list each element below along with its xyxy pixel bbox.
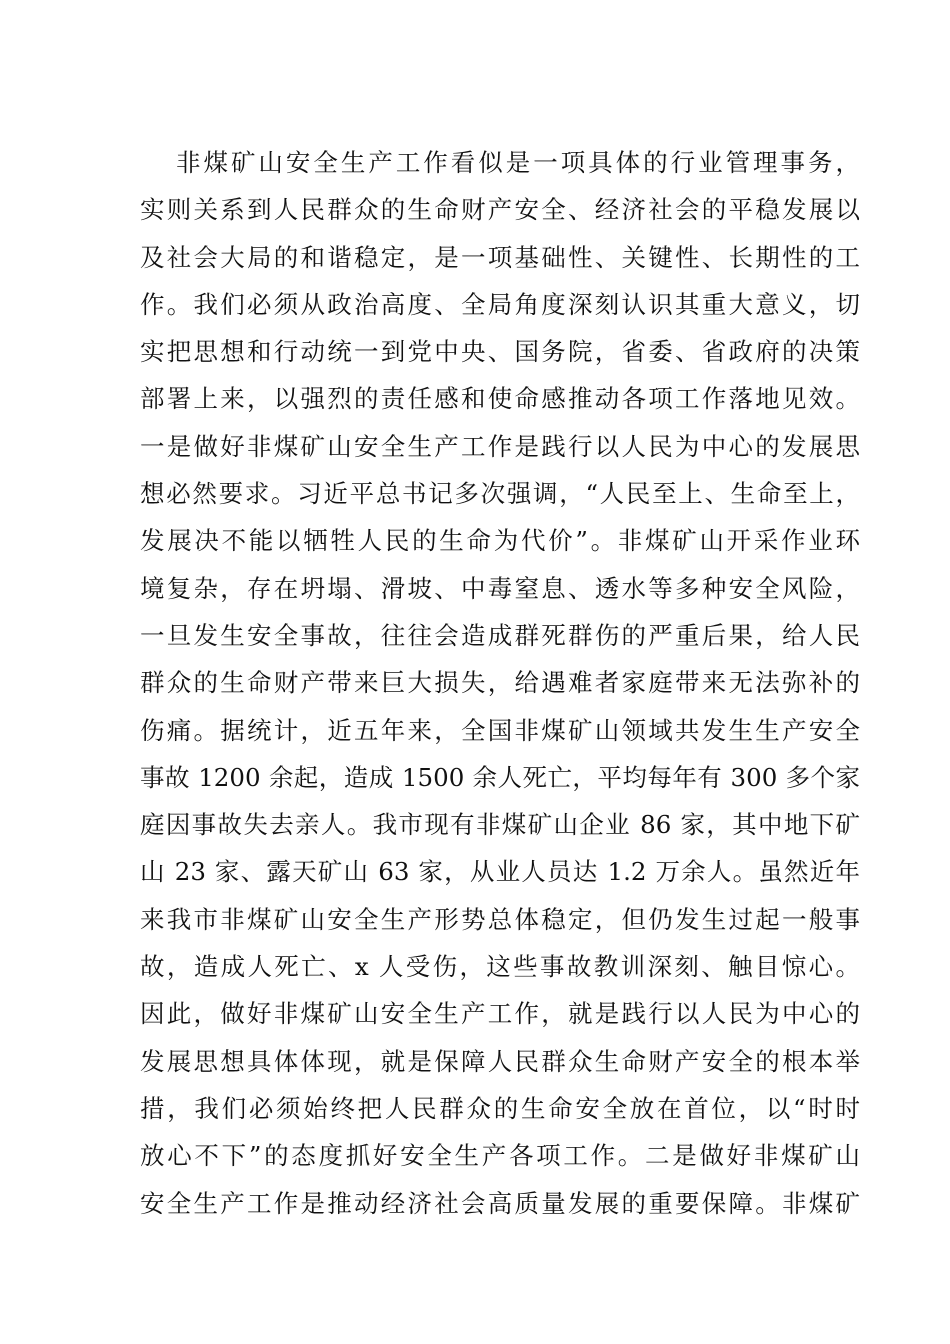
text-line: 安全生产工作是推动经济社会高质量发展的重要保障。非煤矿: [140, 1188, 860, 1218]
text-line: 实则关系到人民群众的生命财产安全、经济社会的平稳发展以: [140, 195, 860, 225]
text-line: 事故 1200 余起，造成 1500 余人死亡，平均每年有 300 多个家: [140, 762, 860, 792]
text-line: 发展决不能以牺牲人民的生命为代价”。非煤矿山开采作业环: [140, 526, 860, 556]
text-line: 发展思想具体体现，就是保障人民群众生命财产安全的根本举: [140, 1046, 860, 1076]
text-line: 境复杂，存在坍塌、滑坡、中毒窒息、透水等多种安全风险，: [140, 573, 860, 603]
text-line: 及社会大局的和谐稳定，是一项基础性、关键性、长期性的工: [140, 242, 860, 272]
body-text: [140, 139, 860, 1227]
text-line: 部署上来，以强烈的责任感和使命感推动各项工作落地见效。: [140, 384, 860, 414]
text-line: 想必然要求。习近平总书记多次强调，“人民至上、生命至上，: [140, 479, 860, 509]
text-line: 放心不下”的态度抓好安全生产各项工作。二是做好非煤矿山: [140, 1141, 860, 1171]
text-line: 群众的生命财产带来巨大损失，给遇难者家庭带来无法弥补的: [140, 668, 860, 698]
text-line: 实把思想和行动统一到党中央、国务院，省委、省政府的决策: [140, 337, 860, 367]
text-line: 山 23 家、露天矿山 63 家，从业人员达 1.2 万余人。虽然近年: [140, 857, 860, 887]
text-line: 来我市非煤矿山安全生产形势总体稳定，但仍发生过起一般事: [140, 904, 860, 934]
text-line: 一旦发生安全事故，往往会造成群死群伤的严重后果，给人民: [140, 620, 860, 650]
text-line: 非煤矿山安全生产工作看似是一项具体的行业管理事务，: [176, 148, 860, 177]
text-line: 因此，做好非煤矿山安全生产工作，就是践行以人民为中心的: [140, 999, 860, 1029]
text-line: 伤痛。据统计，近五年来，全国非煤矿山领域共发生生产安全: [140, 715, 860, 745]
text-line: 作。我们必须从政治高度、全局角度深刻认识其重大意义，切: [140, 289, 860, 319]
text-line: 庭因事故失去亲人。我市现有非煤矿山企业 86 家，其中地下矿: [140, 810, 860, 840]
text-line: 措，我们必须始终把人民群众的生命安全放在首位，以“时时: [140, 1093, 860, 1123]
text-line: 一是做好非煤矿山安全生产工作是践行以人民为中心的发展思: [140, 431, 860, 461]
text-line: 故，造成人死亡、x 人受伤，这些事故教训深刻、触目惊心。: [140, 952, 860, 982]
